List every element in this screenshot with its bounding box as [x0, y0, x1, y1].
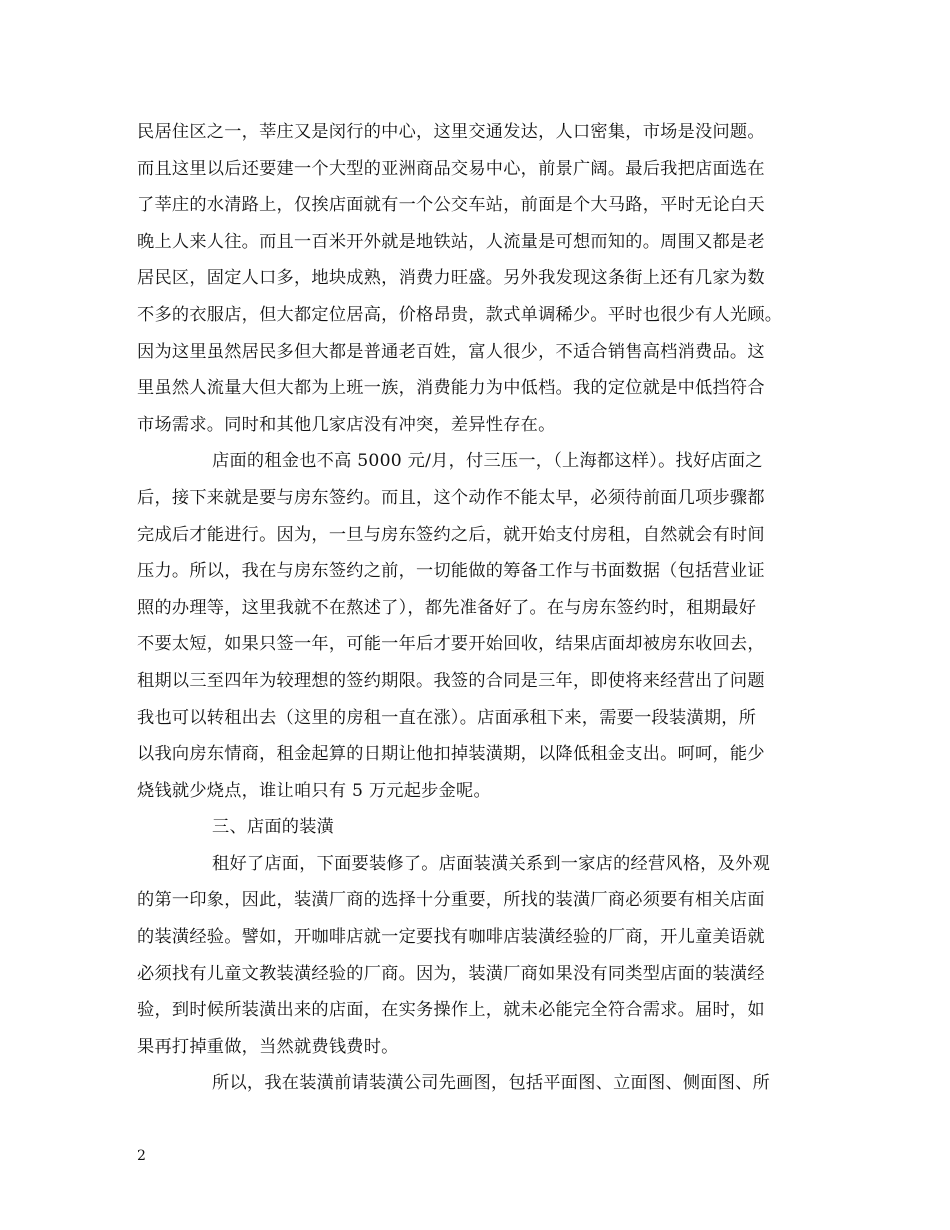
text-line: 不多的衣服店，但大都定位居高，价格昂贵，款式单调稀少。平时也很少有人光顾。 [137, 304, 783, 325]
text-line: 而且这里以后还要建一个大型的亚洲商品交易中心，前景广阔。最后我把店面选在 [137, 158, 765, 179]
text-line: 店面的租金也不高 5000 元/月，付三压一，（上海都这样）。找好店面之 [212, 451, 763, 472]
text-line: 以我向房东情商，租金起算的日期让他扣掉装潢期，以降低租金支出。呵呵，能少 [137, 744, 765, 765]
text-line: 验，到时候所装潢出来的店面，在实务操作上，就未必能完全符合需求。届时，如 [137, 1000, 765, 1021]
text-line: 压力。所以，我在与房东签约之前，一切能做的筹备工作与书面数据（包括营业证 [137, 561, 765, 582]
text-line: 果再打掉重做，当然就费钱费时。 [137, 1036, 399, 1057]
text-line: 租期以三至四年为较理想的签约期限。我签的合同是三年，即使将来经营出了问题 [137, 670, 765, 691]
text-line: 三、店面的装潢 [212, 817, 335, 838]
text-line: 居民区，固定人口多，地块成熟，消费力旺盛。另外我发现这条街上还有几家为数 [137, 268, 765, 289]
text-line: 完成后才能进行。因为，一旦与房东签约之后，就开始支付房租，自然就会有时间 [137, 524, 765, 545]
text-line: 烧钱就少烧点，谁让咱只有 5 万元起步金呢。 [137, 780, 491, 801]
text-line: 所以，我在装潢前请装潢公司先画图，包括平面图、立面图、侧面图、所 [212, 1073, 771, 1094]
text-line: 必须找有儿童文教装潢经验的厂商。因为，装潢厂商如果没有同类型店面的装潢经 [137, 963, 765, 984]
text-line: 的第一印象，因此，装潢厂商的选择十分重要，所找的装潢厂商必须要有相关店面 [137, 890, 765, 911]
body-text [137, 114, 827, 1102]
text-line: 照的办理等，这里我就不在熬述了），都先准备好了。在与房东签约时，租期最好 [137, 597, 757, 618]
text-line: 不要太短，如果只签一年，可能一年后才要开始回收，结果店面却被房东收回去， [137, 634, 765, 655]
page-number: 2 [137, 1148, 146, 1164]
text-line: 市场需求。同时和其他几家店没有冲突，差异性存在。 [137, 414, 556, 435]
text-line: 我也可以转租出去（这里的房租一直在涨）。店面承租下来，需要一段装潢期，所 [137, 707, 757, 728]
text-line: 后，接下来就是要与房东签约。而且，这个动作不能太早，必须待前面几项步骤都 [137, 487, 765, 508]
text-line: 晚上人来人往。而且一百米开外就是地铁站，人流量是可想而知的。周围又都是老 [137, 231, 765, 252]
text-line: 的装潢经验。譬如，开咖啡店就一定要找有咖啡店装潢经验的厂商，开儿童美语就 [137, 927, 765, 948]
text-line: 租好了店面，下面要装修了。店面装潢关系到一家店的经营风格，及外观 [212, 853, 771, 874]
text-line: 民居住区之一，莘庄又是闵行的中心，这里交通发达，人口密集，市场是没问题。 [137, 122, 765, 142]
text-line: 里虽然人流量大但大都为上班一族，消费能力为中低档。我的定位就是中低挡符合 [137, 378, 765, 399]
text-line: 因为这里虽然居民多但大都是普通老百姓，富人很少，不适合销售高档消费品。这 [137, 341, 765, 362]
text-line: 了莘庄的水清路上，仅挨店面就有一个公交车站，前面是个大马路，平时无论白天 [137, 195, 765, 216]
